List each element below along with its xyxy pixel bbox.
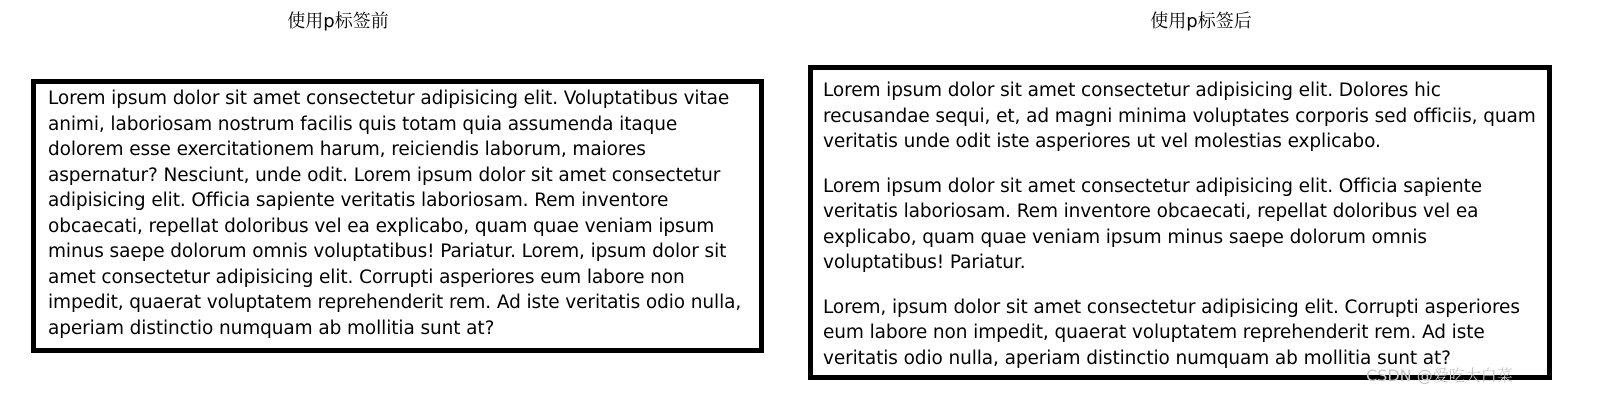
paragraph-3: Lorem, ipsum dolor sit amet consectetur adipisicing elit. Corrupti asperiores eum labore non impedit, quaerat voluptatem reprehenderit rem. Ad iste veritatis odio nulla, aperiam distinctio numquam ab mollitia sunt at? — [823, 296, 1520, 369]
left-text-box — [31, 79, 764, 353]
right-panel-title: 使用p标签后 — [1150, 11, 1252, 32]
paragraph-2: Lorem ipsum dolor sit amet consectetur adipisicing elit. Officia sapiente veritatis laboriosam. Rem inventore obcaecati, repellat doloribus vel ea explicabo, quam quae veniam ipsum minus saepe dolorum omnis voluptatibus! Pariatur. — [823, 175, 1483, 273]
left-text-content: Lorem ipsum dolor sit amet consectetur adipisicing elit. Voluptatibus vitae animi, laboriosam nostrum facilis quis totam quia assumenda itaque dolorem esse exercitationem harum, reiciendis laborum, maiores aspernatur? Nesciunt, unde odit. Lorem ipsum dolor sit amet consectetur adipisicing elit. Officia sapiente veritatis laboriosam. Rem inventore obcaecati, repellat doloribus vel ea explicabo, quam quae veniam ipsum minus saepe dolorum omnis voluptatibus! Pariatur. Lorem, ipsum dolor sit amet consectetur adipisicing elit. Corrupti asperiores eum labore non impedit, quaerat voluptatem reprehenderit rem. Ad iste veritatis odio nulla, aperiam distinctio numquam ab mollitia sunt at? — [48, 88, 742, 339]
left-panel-title: 使用p标签前 — [287, 11, 389, 32]
right-text-box — [808, 65, 1552, 380]
paragraph-1: Lorem ipsum dolor sit amet consectetur adipisicing elit. Dolores hic recusandae sequi, et, ad magni minima voluptates corporis sed officiis, quam veritatis unde odit iste asperiores ut vel molestias explicabo. — [823, 80, 1536, 152]
watermark: CSDN @爱吃大白菜 — [1366, 366, 1513, 385]
